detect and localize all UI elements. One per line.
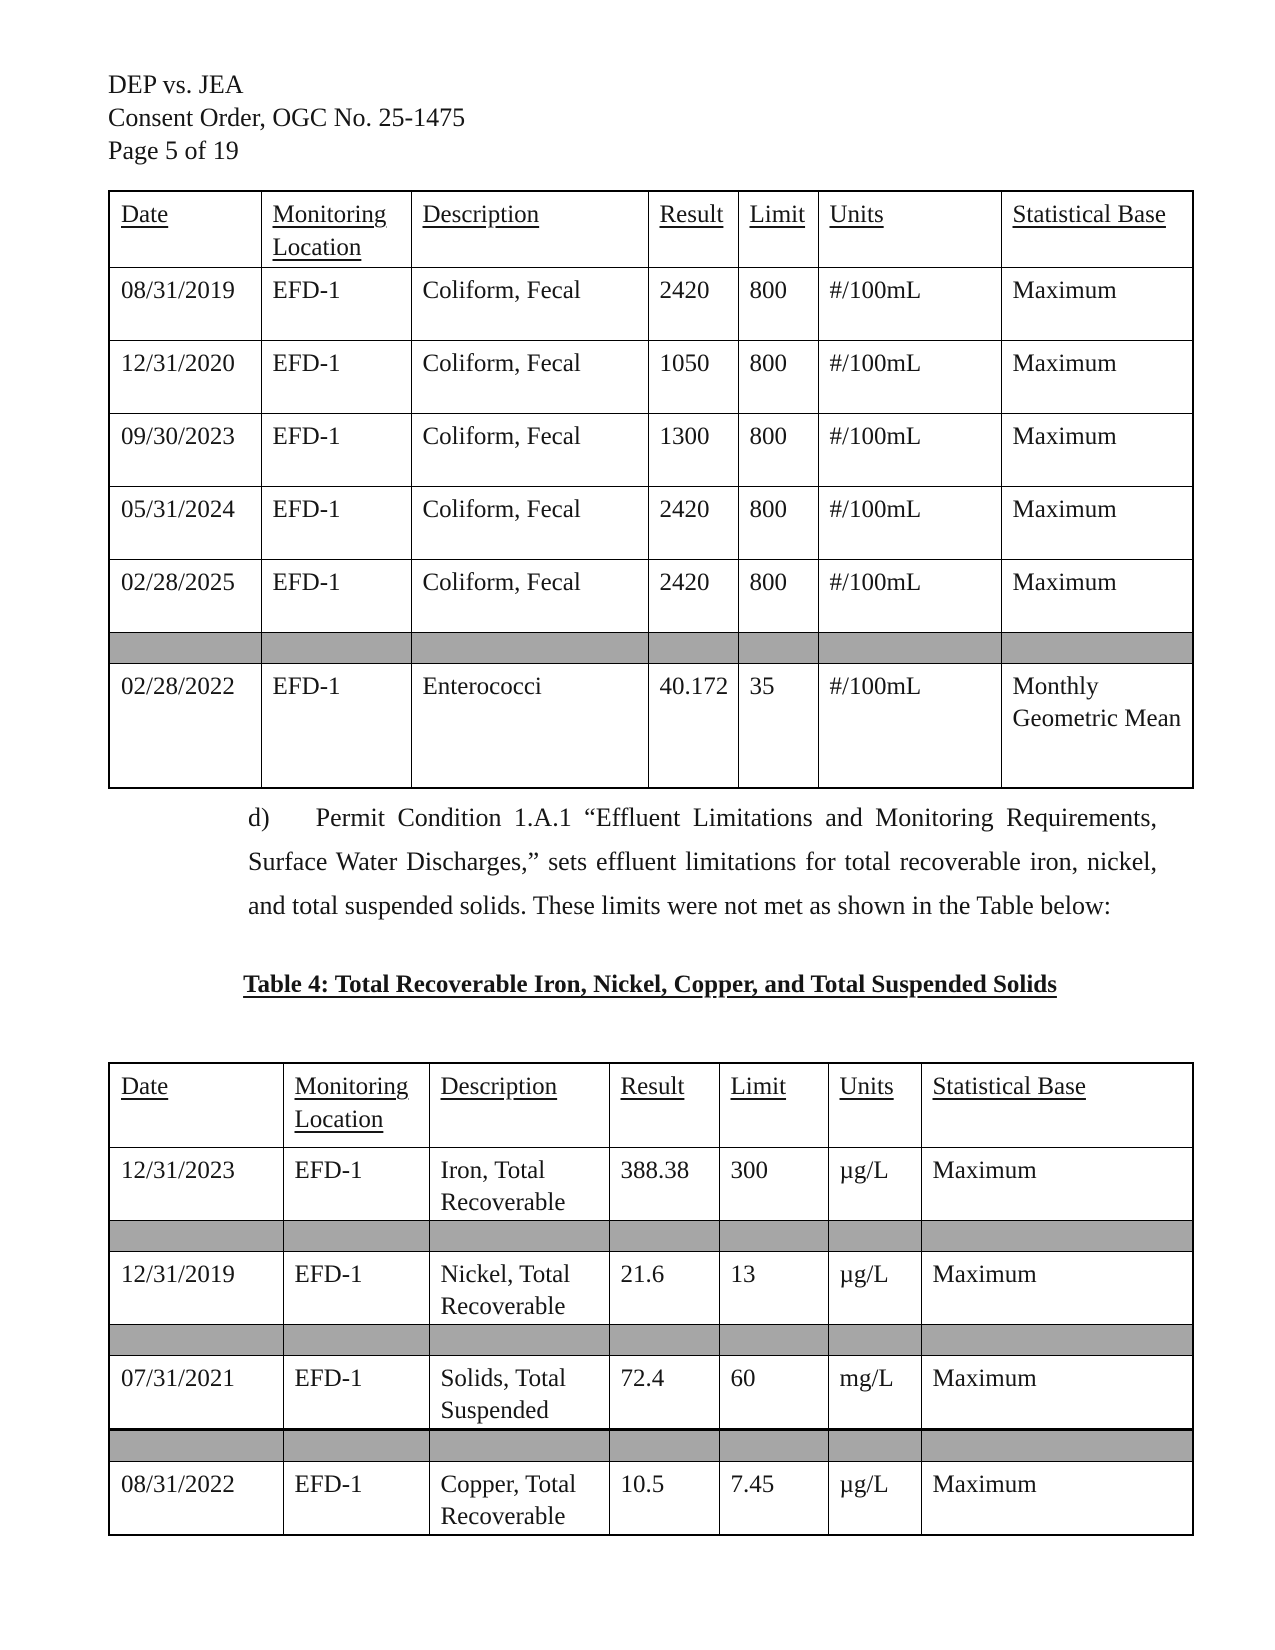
table-cell: Maximum bbox=[921, 1147, 1193, 1220]
table-row bbox=[109, 486, 1193, 559]
separator-row bbox=[109, 1220, 1193, 1251]
table-cell: 05/31/2024 bbox=[109, 486, 261, 559]
table-cell: 388.38 bbox=[609, 1147, 719, 1220]
separator-cell bbox=[609, 1324, 719, 1355]
table-cell: 35 bbox=[738, 663, 818, 788]
separator-cell bbox=[828, 1220, 921, 1251]
table-cell: Monthly Geometric Mean bbox=[1001, 663, 1193, 788]
table-cell: Copper, Total Recoverable bbox=[429, 1461, 609, 1535]
table-cell: 21.6 bbox=[609, 1251, 719, 1324]
table-cell: 7.45 bbox=[719, 1461, 828, 1535]
table-cell: 2420 bbox=[648, 267, 738, 340]
col-header-result: Result bbox=[648, 191, 738, 267]
table-cell: #/100mL bbox=[818, 663, 1001, 788]
table-cell: 12/31/2019 bbox=[109, 1251, 283, 1324]
table-cell: µg/L bbox=[828, 1147, 921, 1220]
table-cell: Maximum bbox=[1001, 267, 1193, 340]
table-cell: 40.172 bbox=[648, 663, 738, 788]
table-cell: EFD-1 bbox=[261, 663, 411, 788]
col-header-statistical-base: Statistical Base bbox=[1001, 191, 1193, 267]
table-cell: 12/31/2023 bbox=[109, 1147, 283, 1220]
table-cell: Maximum bbox=[1001, 559, 1193, 632]
table-cell: #/100mL bbox=[818, 413, 1001, 486]
document-header bbox=[108, 68, 465, 167]
separator-cell bbox=[411, 632, 648, 663]
separator-cell bbox=[109, 632, 261, 663]
page-number: Page 5 of 19 bbox=[108, 136, 239, 165]
paragraph-d bbox=[248, 796, 1157, 928]
table-cell: 800 bbox=[738, 340, 818, 413]
consent-order-number: Consent Order, OGC No. 25-1475 bbox=[108, 103, 466, 132]
separator-row bbox=[109, 1429, 1193, 1461]
table-cell: 60 bbox=[719, 1355, 828, 1429]
table-cell: Maximum bbox=[1001, 340, 1193, 413]
iron-nickel-copper-tss-table bbox=[108, 1062, 1194, 1536]
table-cell: EFD-1 bbox=[283, 1355, 429, 1429]
separator-cell bbox=[921, 1324, 1193, 1355]
separator-cell bbox=[648, 632, 738, 663]
table-cell: #/100mL bbox=[818, 559, 1001, 632]
table-cell: Iron, Total Recoverable bbox=[429, 1147, 609, 1220]
separator-cell bbox=[818, 632, 1001, 663]
coliform-enterococci-table bbox=[108, 190, 1194, 789]
table-cell: 08/31/2022 bbox=[109, 1461, 283, 1535]
table-cell: 1050 bbox=[648, 340, 738, 413]
separator-cell bbox=[921, 1220, 1193, 1251]
table-header-row bbox=[109, 1063, 1193, 1147]
table-cell: 1300 bbox=[648, 413, 738, 486]
separator-cell bbox=[261, 632, 411, 663]
table-row bbox=[109, 559, 1193, 632]
table-cell: #/100mL bbox=[818, 267, 1001, 340]
col-header-units: Units bbox=[818, 191, 1001, 267]
table-cell: Coliform, Fecal bbox=[411, 340, 648, 413]
table-cell: EFD-1 bbox=[261, 267, 411, 340]
table-cell: EFD-1 bbox=[261, 486, 411, 559]
table-cell: Maximum bbox=[1001, 413, 1193, 486]
separator-cell bbox=[719, 1429, 828, 1461]
table-cell: µg/L bbox=[828, 1461, 921, 1535]
table-cell: Maximum bbox=[921, 1355, 1193, 1429]
table-cell: Coliform, Fecal bbox=[411, 559, 648, 632]
col-header-description: Description bbox=[429, 1063, 609, 1147]
separator-cell bbox=[738, 632, 818, 663]
table-row bbox=[109, 413, 1193, 486]
col-header-units: Units bbox=[828, 1063, 921, 1147]
separator-row bbox=[109, 1324, 1193, 1355]
table-cell: EFD-1 bbox=[283, 1251, 429, 1324]
table-cell: Enterococci bbox=[411, 663, 648, 788]
table-row bbox=[109, 1251, 1193, 1324]
separator-cell bbox=[429, 1324, 609, 1355]
table-cell: mg/L bbox=[828, 1355, 921, 1429]
col-header-limit: Limit bbox=[719, 1063, 828, 1147]
paragraph-d-label: d) bbox=[248, 803, 270, 832]
table-row bbox=[109, 1461, 1193, 1535]
table-cell: 08/31/2019 bbox=[109, 267, 261, 340]
paragraph-d-text: Permit Condition 1.A.1 “Effluent Limitations and Monitoring Requirements, Surface Water Discharges,” sets effluent limitations for total recoverable iron, nickel, and total suspended solids. These limits were not met as shown in the Table below: bbox=[248, 803, 1157, 920]
table-cell: 10.5 bbox=[609, 1461, 719, 1535]
table-cell: 300 bbox=[719, 1147, 828, 1220]
separator-cell bbox=[109, 1220, 283, 1251]
table-cell: Coliform, Fecal bbox=[411, 486, 648, 559]
table-row bbox=[109, 1147, 1193, 1220]
separator-cell bbox=[609, 1429, 719, 1461]
table-cell: Nickel, Total Recoverable bbox=[429, 1251, 609, 1324]
table-cell: Maximum bbox=[921, 1251, 1193, 1324]
case-title: DEP vs. JEA bbox=[108, 70, 244, 99]
separator-cell bbox=[719, 1220, 828, 1251]
table-cell: 72.4 bbox=[609, 1355, 719, 1429]
separator-row bbox=[109, 632, 1193, 663]
col-header-description: Description bbox=[411, 191, 648, 267]
table-cell: 12/31/2020 bbox=[109, 340, 261, 413]
table-cell: #/100mL bbox=[818, 486, 1001, 559]
separator-cell bbox=[109, 1429, 283, 1461]
table-row bbox=[109, 1355, 1193, 1429]
table-cell: 800 bbox=[738, 267, 818, 340]
table-cell: 13 bbox=[719, 1251, 828, 1324]
table-cell: 02/28/2022 bbox=[109, 663, 261, 788]
table-cell: 09/30/2023 bbox=[109, 413, 261, 486]
table-cell: 800 bbox=[738, 559, 818, 632]
table-header-row bbox=[109, 191, 1193, 267]
separator-cell bbox=[719, 1324, 828, 1355]
table-cell: 800 bbox=[738, 413, 818, 486]
col-header-result: Result bbox=[609, 1063, 719, 1147]
separator-cell bbox=[921, 1429, 1193, 1461]
separator-cell bbox=[828, 1324, 921, 1355]
table-cell: EFD-1 bbox=[283, 1461, 429, 1535]
separator-cell bbox=[283, 1429, 429, 1461]
table-cell: 02/28/2025 bbox=[109, 559, 261, 632]
col-header-monitoring-location: Monitoring Location bbox=[283, 1063, 429, 1147]
table4-title: Table 4: Total Recoverable Iron, Nickel, Copper, and Total Suspended Solids bbox=[243, 971, 1057, 998]
col-header-date: Date bbox=[109, 1063, 283, 1147]
table-cell: 2420 bbox=[648, 486, 738, 559]
separator-cell bbox=[429, 1429, 609, 1461]
table-cell: EFD-1 bbox=[261, 413, 411, 486]
table-cell: 07/31/2021 bbox=[109, 1355, 283, 1429]
table-cell: 2420 bbox=[648, 559, 738, 632]
separator-cell bbox=[109, 1324, 283, 1355]
table-cell: EFD-1 bbox=[261, 340, 411, 413]
col-header-date: Date bbox=[109, 191, 261, 267]
table-row bbox=[109, 267, 1193, 340]
table-cell: Maximum bbox=[1001, 486, 1193, 559]
separator-cell bbox=[429, 1220, 609, 1251]
table-cell: EFD-1 bbox=[283, 1147, 429, 1220]
table-cell: Coliform, Fecal bbox=[411, 267, 648, 340]
table-row bbox=[109, 340, 1193, 413]
table-cell: #/100mL bbox=[818, 340, 1001, 413]
separator-cell bbox=[1001, 632, 1193, 663]
separator-cell bbox=[283, 1220, 429, 1251]
separator-cell bbox=[283, 1324, 429, 1355]
separator-cell bbox=[609, 1220, 719, 1251]
table-cell: 800 bbox=[738, 486, 818, 559]
table-cell: Coliform, Fecal bbox=[411, 413, 648, 486]
col-header-statistical-base: Statistical Base bbox=[921, 1063, 1193, 1147]
table-cell: EFD-1 bbox=[261, 559, 411, 632]
table-row bbox=[109, 663, 1193, 788]
table-cell: Maximum bbox=[921, 1461, 1193, 1535]
separator-cell bbox=[828, 1429, 921, 1461]
table-cell: µg/L bbox=[828, 1251, 921, 1324]
table-cell: Solids, Total Suspended bbox=[429, 1355, 609, 1429]
col-header-monitoring-location: Monitoring Location bbox=[261, 191, 411, 267]
col-header-limit: Limit bbox=[738, 191, 818, 267]
